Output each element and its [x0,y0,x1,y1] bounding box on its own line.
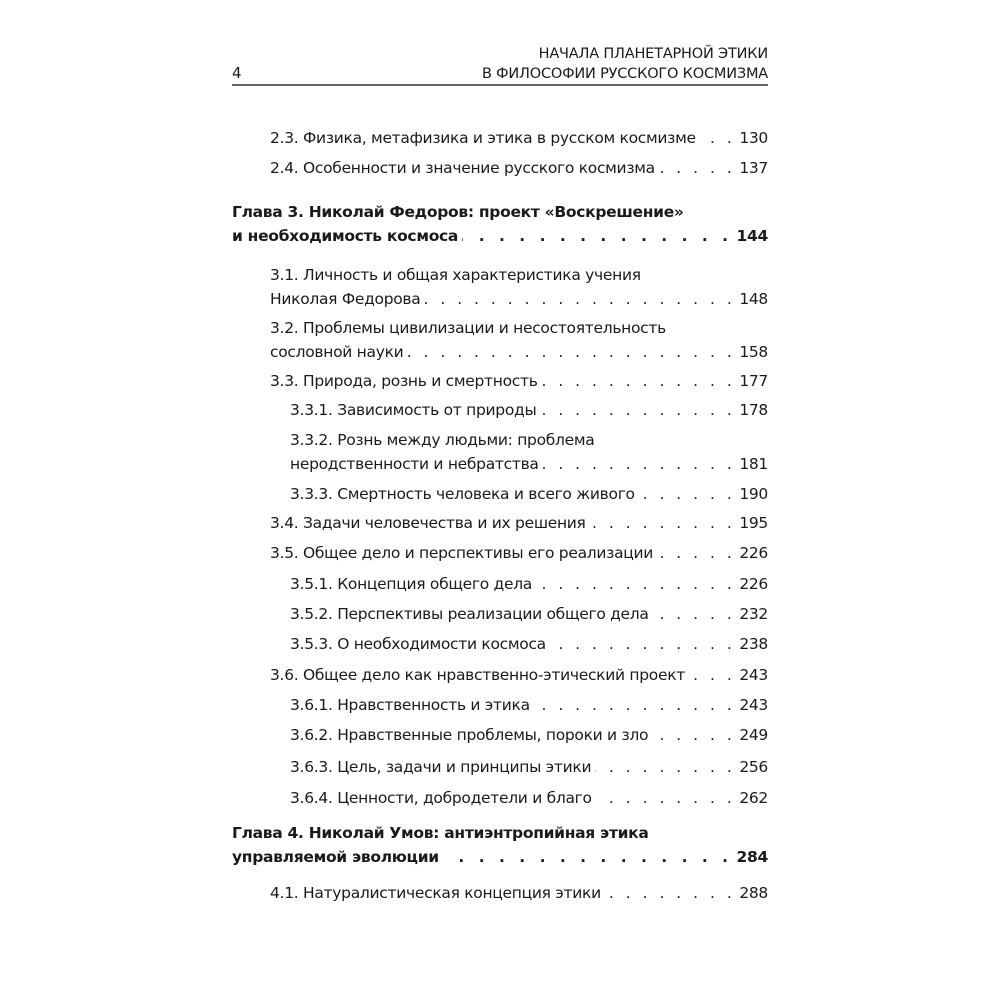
toc-entry [270,156,768,180]
toc-entry [290,755,768,779]
toc-page-number: 195 [739,514,768,532]
toc-entry-title: 3.6.3. Цель, задачи и принципы этики [290,758,592,776]
toc-page-number: 226 [739,544,768,562]
dot-leader [424,287,735,311]
toc-entry [290,723,768,747]
toc-entry-title: Глава 3. Николай Федоров: проект «Воскрешение» [232,203,684,221]
toc-page-number: 262 [739,789,768,807]
toc-entry-title: 3.6.1. Нравственность и этика [290,696,530,714]
toc-entry-line [232,821,768,845]
toc-chapter-entry [232,821,768,869]
toc-page-number: 181 [739,455,768,473]
toc-page-number: 288 [739,884,768,902]
toc-page-number: 137 [739,159,768,177]
dot-leader [700,126,736,150]
toc-entry-title: 3.2. Проблемы цивилизации и несостоятельность [270,319,666,337]
toc-entry-line [290,452,768,476]
toc-entry-line [270,541,768,565]
toc-entry-line [270,263,768,287]
toc-entry-title: 3.6. Общее дело как нравственно-этический проект [270,666,685,684]
toc-entry [270,316,768,364]
toc-entry [290,572,768,596]
toc-entry [270,541,768,565]
toc-entry [270,369,768,393]
toc-page-number: 148 [739,290,768,308]
toc-entry-line [290,755,768,779]
dot-leader [462,224,732,248]
dot-leader [596,786,736,810]
toc-entry-title: 3.5. Общее дело и перспективы его реализации [270,544,654,562]
toc-entry-line [232,200,768,224]
toc-entry-line [290,428,768,452]
toc-entry [270,511,768,535]
toc-entry [290,786,768,810]
toc-entry-line [270,126,768,150]
toc-page-number: 232 [739,605,768,623]
toc-entry-line [290,482,768,506]
dot-leader [590,511,736,535]
toc-entry-line [270,369,768,393]
toc-entry-title: 3.5.3. О необходимости космоса [290,635,546,653]
toc-page-number: 249 [739,726,768,744]
toc-entry-line [270,881,768,905]
toc-entry [290,693,768,717]
toc-entry-title: и необходимость космоса [232,227,459,245]
dot-leader [652,723,735,747]
toc-entry-title: 3.5.2. Перспективы реализации общего дела [290,605,649,623]
toc-entry-title: сословной науки [270,343,404,361]
toc-page-number: 190 [739,485,768,503]
toc-page-number: 144 [736,227,768,245]
toc-entry-title: 3.3. Природа, рознь и смертность [270,372,538,390]
toc-entry-title: 3.3.3. Смертность человека и всего живого [290,485,635,503]
toc-entry-line [270,287,768,311]
toc-entry-title: управляемой эволюции [232,848,439,866]
dot-leader [540,398,735,422]
toc-page-number: 256 [739,758,768,776]
dot-leader [689,663,735,687]
toc-entry-title: 3.6.2. Нравственные проблемы, пороки и зло [290,726,649,744]
dot-leader [542,369,736,393]
running-header [482,44,768,84]
toc-entry-line [232,224,768,248]
toc-chapter-entry [232,200,768,248]
toc-entry-title: 2.3. Физика, метафизика и этика в русском космизме [270,129,696,147]
toc-entry-title: 3.4. Задачи человечества и их решения [270,514,586,532]
toc-entry-line [290,632,768,656]
dot-leader [595,755,735,779]
dot-leader [443,845,733,869]
toc-entry-title: 3.6.4. Ценности, добродетели и благо [290,789,592,807]
toc-entry [270,663,768,687]
toc-entry-line [290,602,768,626]
toc-entry-title: 4.1. Натуралистическая концепция этики [270,884,601,902]
toc-entry-line [290,398,768,422]
page-number: 4 [232,64,242,82]
toc-entry-line [290,723,768,747]
dot-leader [653,602,736,626]
toc-page-number: 226 [739,575,768,593]
toc-entry-title: 3.3.2. Рознь между людьми: проблема [290,431,595,449]
dot-leader [543,452,736,476]
toc-entry-line [290,693,768,717]
toc-entry [270,881,768,905]
toc-entry-title: 3.3.1. Зависимость от природы [290,401,537,419]
toc-entry [270,263,768,311]
toc-entry [290,398,768,422]
dot-leader [657,541,735,565]
toc-entry-line [232,845,768,869]
toc-entry-line [290,786,768,810]
dot-leader [407,340,735,364]
dot-leader [534,693,736,717]
toc-entry [270,126,768,150]
toc-entry-line [270,156,768,180]
toc-entry-line [270,663,768,687]
dot-leader [550,632,735,656]
dot-leader [605,881,735,905]
toc-entry-title: 3.5.1. Концепция общего дела [290,575,532,593]
toc-entry-title: Глава 4. Николай Умов: антиэнтропийная этика [232,824,649,842]
dot-leader [639,482,736,506]
toc-page-number: 178 [739,401,768,419]
toc-entry-line [270,511,768,535]
toc-entry-line [270,316,768,340]
running-header-line-2: В ФИЛОСОФИИ РУССКОГО КОСМИЗМА [481,66,768,82]
toc-page-number: 238 [739,635,768,653]
toc-entry-line [270,340,768,364]
toc-entry [290,428,768,476]
toc-entry [290,482,768,506]
toc-entry-title: Николая Федорова [270,290,421,308]
toc-entry [290,602,768,626]
toc-page-number: 243 [739,666,768,684]
toc-entry-line [290,572,768,596]
toc-page-number: 158 [739,343,768,361]
toc-entry-title: неродственности и небратства [290,455,539,473]
toc-page-number: 177 [739,372,768,390]
dot-leader [659,156,735,180]
toc-entry-title: 3.1. Личность и общая характеристика учения [270,266,641,284]
header-rule [232,84,768,86]
toc-page-number: 130 [739,129,768,147]
toc-page-number: 284 [736,848,768,866]
toc-entry-title: 2.4. Особенности и значение русского космизма [270,159,655,177]
running-header-line-1: НАЧАЛА ПЛАНЕТАРНОЙ ЭТИКИ [538,46,768,62]
toc-entry [290,632,768,656]
dot-leader [536,572,735,596]
toc-page-number: 243 [739,696,768,714]
